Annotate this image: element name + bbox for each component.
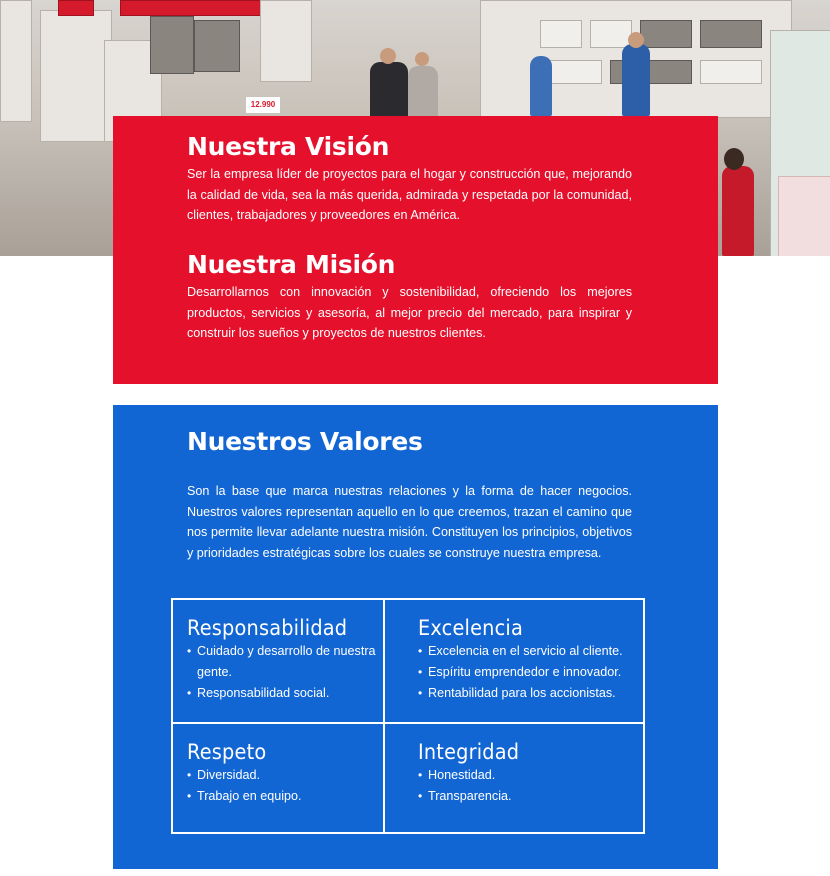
value-bullets bbox=[187, 641, 383, 704]
product-box bbox=[194, 20, 240, 72]
value-title: Excelencia bbox=[418, 616, 523, 640]
red-banner bbox=[120, 0, 272, 16]
value-title: Respeto bbox=[187, 740, 267, 764]
value-bullets bbox=[418, 765, 643, 807]
product-box bbox=[590, 20, 632, 48]
shopper-head bbox=[724, 148, 744, 170]
mission-text: Desarrollarnos con innovación y sostenibilidad, ofreciendo los mejores productos, servicios y asesoría, al mejor precio del mercado, para inspirar y construir los sueños y proyectos de nuestros clientes. bbox=[187, 285, 632, 340]
shopper bbox=[408, 66, 438, 122]
vision-title: Nuestra Visión bbox=[187, 132, 390, 161]
value-bullets bbox=[418, 641, 643, 704]
employee bbox=[622, 44, 650, 116]
values-card bbox=[113, 405, 718, 869]
employee-head bbox=[628, 32, 644, 48]
value-title: Responsabilidad bbox=[187, 616, 348, 640]
product-box bbox=[150, 16, 194, 74]
vision-mission-card bbox=[113, 116, 718, 384]
vision-text: Ser la empresa líder de proyectos para el hogar y construcción que, mejorando la calidad de vida, sea la más querida, admirada y respetada por la comunidad, clientes, trabajadores y proveedores en América. bbox=[187, 167, 632, 222]
value-cell-responsabilidad bbox=[173, 600, 385, 724]
shelf-display bbox=[40, 10, 112, 142]
shopper-head bbox=[380, 48, 396, 64]
shopper bbox=[530, 56, 552, 116]
product-box bbox=[540, 20, 582, 48]
shopper bbox=[722, 166, 754, 256]
product-box bbox=[640, 20, 692, 48]
value-cell-respeto bbox=[173, 724, 385, 832]
value-cell-excelencia bbox=[385, 600, 643, 724]
value-bullet: • Diversidad. bbox=[187, 765, 383, 786]
mission-title: Nuestra Misión bbox=[187, 250, 396, 279]
red-sign bbox=[58, 0, 94, 16]
value-bullet: • Transparencia. bbox=[418, 786, 643, 807]
values-grid bbox=[171, 598, 645, 834]
shelf-center bbox=[260, 0, 312, 82]
shopper-head bbox=[415, 52, 429, 66]
values-intro: Son la base que marca nuestras relaciones y la forma de hacer negocios. Nuestros valores representan aquello en lo que creemos, trazan el camino que nos permite llevar adelante nuestra misión. Constituyen los principios, objetivos y prioridades estratégicas sobre los cuales se construye nuestra empresa. bbox=[187, 484, 632, 560]
value-bullet: • Espíritu emprendedor e innovador. bbox=[418, 662, 643, 683]
value-cell-integridad bbox=[385, 724, 643, 832]
pillow-display bbox=[778, 176, 830, 256]
value-bullet: • Rentabilidad para los accionistas. bbox=[418, 683, 643, 704]
values-title: Nuestros Valores bbox=[187, 427, 423, 456]
value-title: Integridad bbox=[418, 740, 520, 764]
price-tag: 12.990 bbox=[245, 96, 281, 114]
product-box bbox=[700, 60, 762, 84]
value-bullet: • Excelencia en el servicio al cliente. bbox=[418, 641, 643, 662]
value-bullet: • Trabajo en equipo. bbox=[187, 786, 383, 807]
value-bullet: • Honestidad. bbox=[418, 765, 643, 786]
value-bullets bbox=[187, 765, 383, 807]
shopper bbox=[370, 62, 408, 122]
product-box bbox=[700, 20, 762, 48]
value-bullet: • Responsabilidad social. bbox=[187, 683, 383, 704]
shelf-left bbox=[0, 0, 32, 122]
value-bullet: • Cuidado y desarrollo de nuestra gente. bbox=[187, 641, 383, 683]
